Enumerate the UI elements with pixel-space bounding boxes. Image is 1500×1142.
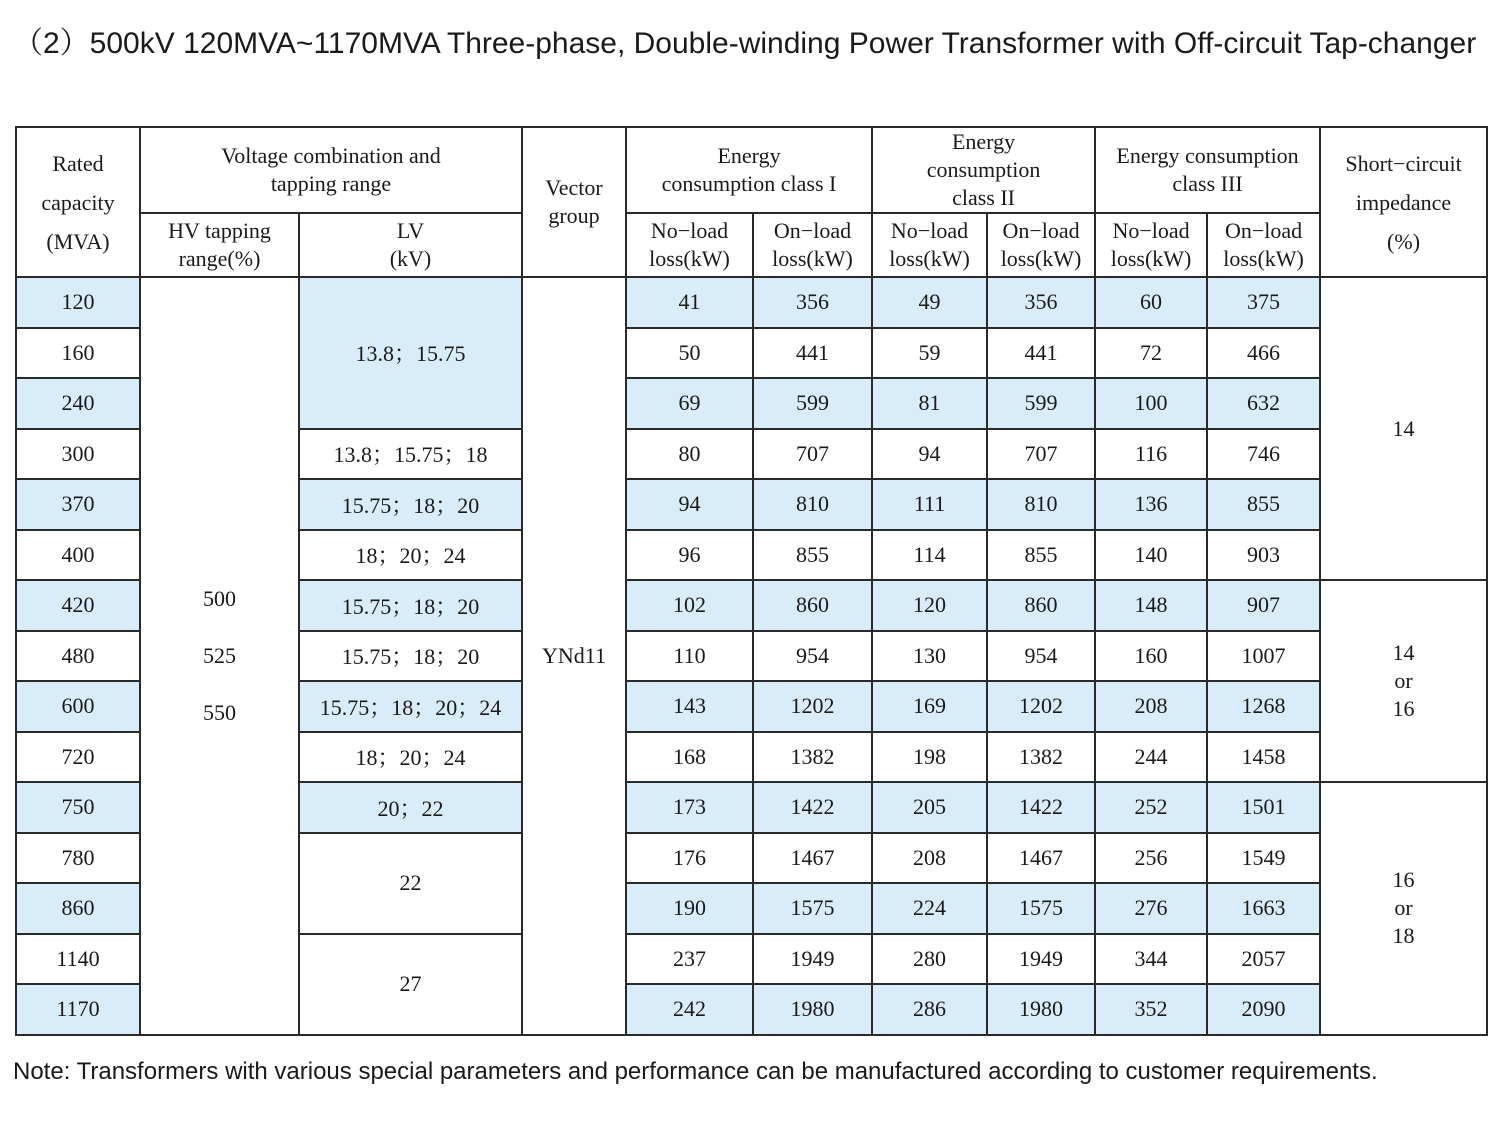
loss-cell: 1467 [753,833,872,884]
loss-cell: 69 [626,378,753,429]
loss-cell: 94 [872,429,987,480]
header-vector-group: Vector group [522,127,626,277]
loss-cell: 252 [1095,782,1207,833]
header-hv-tapping: HV tapping range(%) [140,213,299,277]
lv-cell: 15.75；18；20 [299,631,522,682]
hv-tapping-value: 525 [203,643,236,669]
loss-cell: 143 [626,681,753,732]
capacity-cell: 1170 [16,984,140,1035]
lv-cell: 13.8；15.75 [299,277,522,429]
loss-cell: 176 [626,833,753,884]
header-class-1-no-load: No−load loss(kW) [626,213,753,277]
loss-cell: 632 [1207,378,1320,429]
transformer-spec-table [15,126,1488,1036]
lv-cell: 18；20；24 [299,732,522,783]
header-class-3-no-load: No−load loss(kW) [1095,213,1207,277]
impedance-value: or [1394,895,1413,921]
loss-cell: 81 [872,378,987,429]
loss-cell: 280 [872,934,987,985]
loss-cell: 1422 [987,782,1095,833]
loss-cell: 148 [1095,580,1207,631]
lv-cell: 20；22 [299,782,522,833]
loss-cell: 1458 [1207,732,1320,783]
loss-cell: 237 [626,934,753,985]
loss-cell: 1980 [987,984,1095,1035]
loss-cell: 344 [1095,934,1207,985]
loss-cell: 356 [987,277,1095,328]
table-body [16,277,1487,1035]
hv-tapping-cell [140,277,299,1035]
loss-cell: 205 [872,782,987,833]
loss-cell: 1575 [753,883,872,934]
loss-cell: 1202 [987,681,1095,732]
loss-cell: 41 [626,277,753,328]
loss-cell: 1949 [753,934,872,985]
loss-cell: 746 [1207,429,1320,480]
loss-cell: 707 [987,429,1095,480]
header-voltage-combination: Voltage combination and tapping range [140,127,522,213]
capacity-cell: 160 [16,328,140,379]
loss-cell: 60 [1095,277,1207,328]
lv-cell: 18；20；24 [299,530,522,581]
loss-cell: 242 [626,984,753,1035]
header-class-3-on-load: On−load loss(kW) [1207,213,1320,277]
loss-cell: 256 [1095,833,1207,884]
loss-cell: 120 [872,580,987,631]
loss-cell: 860 [987,580,1095,631]
loss-cell: 130 [872,631,987,682]
loss-cell: 954 [987,631,1095,682]
impedance-cell [1320,782,1487,1035]
loss-cell: 1980 [753,984,872,1035]
loss-cell: 140 [1095,530,1207,581]
capacity-cell: 120 [16,277,140,328]
loss-cell: 855 [1207,479,1320,530]
capacity-cell: 480 [16,631,140,682]
loss-cell: 96 [626,530,753,581]
loss-cell: 855 [987,530,1095,581]
loss-cell: 1467 [987,833,1095,884]
loss-cell: 1501 [1207,782,1320,833]
loss-cell: 136 [1095,479,1207,530]
loss-cell: 116 [1095,429,1207,480]
loss-cell: 441 [753,328,872,379]
loss-cell: 2090 [1207,984,1320,1035]
hv-tapping-value: 500 [203,586,236,612]
capacity-cell: 720 [16,732,140,783]
loss-cell: 168 [626,732,753,783]
capacity-cell: 300 [16,429,140,480]
loss-cell: 102 [626,580,753,631]
impedance-cell [1320,277,1487,580]
table-row [16,277,1487,328]
loss-cell: 599 [987,378,1095,429]
lv-cell: 15.75；18；20；24 [299,681,522,732]
loss-cell: 810 [753,479,872,530]
loss-cell: 173 [626,782,753,833]
capacity-cell: 420 [16,580,140,631]
loss-cell: 1663 [1207,883,1320,934]
lv-cell: 27 [299,934,522,1035]
loss-cell: 1575 [987,883,1095,934]
loss-cell: 208 [872,833,987,884]
capacity-cell: 370 [16,479,140,530]
lv-cell: 13.8；15.75；18 [299,429,522,480]
impedance-value: 18 [1392,923,1415,949]
loss-cell: 59 [872,328,987,379]
capacity-cell: 600 [16,681,140,732]
loss-cell: 100 [1095,378,1207,429]
header-lv: LV (kV) [299,213,522,277]
loss-cell: 954 [753,631,872,682]
loss-cell: 198 [872,732,987,783]
loss-cell: 1422 [753,782,872,833]
loss-cell: 860 [753,580,872,631]
impedance-value: 14 [1392,415,1415,441]
loss-cell: 441 [987,328,1095,379]
hv-tapping-value: 550 [203,700,236,726]
loss-cell: 2057 [1207,934,1320,985]
header-rated-capacity: Rated capacity (MVA) [16,127,140,277]
loss-cell: 50 [626,328,753,379]
loss-cell: 114 [872,530,987,581]
footnote: Note: Transformers with various special parameters and performance can be manufactured according to customer requirements. [13,1058,1378,1085]
capacity-cell: 860 [16,883,140,934]
lv-cell: 15.75；18；20 [299,580,522,631]
loss-cell: 1549 [1207,833,1320,884]
loss-cell: 1007 [1207,631,1320,682]
impedance-value: 16 [1392,696,1415,721]
lv-cell: 15.75；18；20 [299,479,522,530]
loss-cell: 352 [1095,984,1207,1035]
loss-cell: 1949 [987,934,1095,985]
header-short-circuit-impedance: Short−circuit impedance (%) [1320,127,1487,277]
loss-cell: 1202 [753,681,872,732]
loss-cell: 276 [1095,883,1207,934]
loss-cell: 110 [626,631,753,682]
loss-cell: 855 [753,530,872,581]
loss-cell: 286 [872,984,987,1035]
page-title: （2）500kV 120MVA~1170MVA Three-phase, Double-winding Power Transformer with Off-circuit Tap-changer [13,27,1477,60]
loss-cell: 1268 [1207,681,1320,732]
header-class-1: Energy consumption class I [626,127,872,213]
loss-cell: 244 [1095,732,1207,783]
loss-cell: 208 [1095,681,1207,732]
capacity-cell: 750 [16,782,140,833]
header-class-2: Energy consumption class II [872,127,1095,213]
capacity-cell: 1140 [16,934,140,985]
loss-cell: 1382 [753,732,872,783]
loss-cell: 903 [1207,530,1320,581]
capacity-cell: 780 [16,833,140,884]
impedance-value: 16 [1392,867,1415,893]
impedance-value: 14 [1392,640,1415,665]
header-class-2-on-load: On−load loss(kW) [987,213,1095,277]
loss-cell: 810 [987,479,1095,530]
impedance-cell [1320,580,1487,782]
loss-cell: 111 [872,479,987,530]
impedance-value: or [1394,668,1413,693]
lv-cell: 22 [299,833,522,934]
loss-cell: 190 [626,883,753,934]
header-class-2-no-load: No−load loss(kW) [872,213,987,277]
header-class-3: Energy consumption class III [1095,127,1320,213]
capacity-cell: 240 [16,378,140,429]
loss-cell: 72 [1095,328,1207,379]
loss-cell: 1382 [987,732,1095,783]
loss-cell: 49 [872,277,987,328]
loss-cell: 356 [753,277,872,328]
loss-cell: 94 [626,479,753,530]
loss-cell: 375 [1207,277,1320,328]
loss-cell: 707 [753,429,872,480]
loss-cell: 169 [872,681,987,732]
loss-cell: 599 [753,378,872,429]
loss-cell: 224 [872,883,987,934]
header-class-1-on-load: On−load loss(kW) [753,213,872,277]
loss-cell: 160 [1095,631,1207,682]
loss-cell: 466 [1207,328,1320,379]
vector-group-cell: YNd11 [522,277,626,1035]
capacity-cell: 400 [16,530,140,581]
loss-cell: 80 [626,429,753,480]
loss-cell: 907 [1207,580,1320,631]
